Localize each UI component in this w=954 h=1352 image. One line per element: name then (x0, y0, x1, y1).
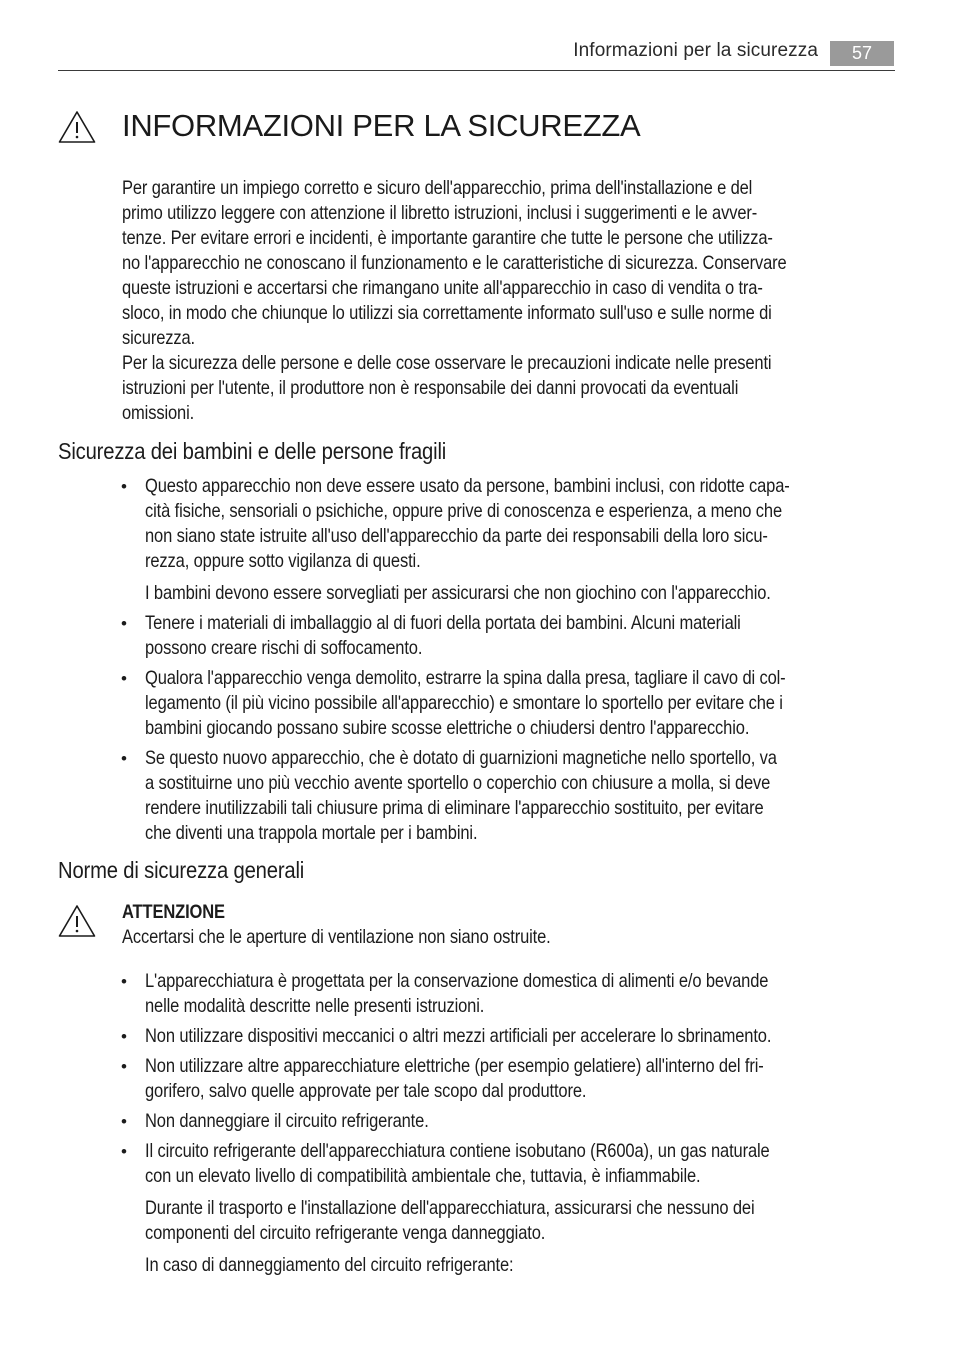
intro-line: Per la sicurezza delle persone e delle cose osservare le precauzioni indicate nelle presenti (122, 353, 772, 374)
warning-triangle-icon (58, 110, 96, 144)
bullet-line: possono creare rischi di soffocamento. (145, 638, 423, 659)
bullet-line: Tenere i materiali di imballaggio al di fuori della portata dei bambini. Alcuni materiali (145, 613, 741, 634)
bullet-line: Qualora l'apparecchio venga demolito, estrarre la spina dalla presa, tagliare il cavo di col- (145, 668, 786, 689)
bullet-marker: • (121, 749, 127, 768)
bullet-note: I bambini devono essere sorvegliati per assicurarsi che non giochino con l'apparecchio. (145, 583, 771, 604)
bullet-line: L'apparecchiatura è progettata per la conservazione domestica di alimenti e/o bevande (145, 971, 769, 992)
section-title-general: Norme di sicurezza generali (58, 857, 305, 883)
bullet-line: non siano state istruite all'uso dell'apparecchio da parte dei responsabili della loro sicu- (145, 526, 768, 547)
bullet-line: Non utilizzare altre apparecchiature elettriche (per esempio gelatiere) all'interno del fri- (145, 1056, 764, 1077)
intro-line: omissioni. (122, 403, 195, 424)
intro-line: tenze. Per evitare errori e incidenti, è importante garantire che tutte le persone che utilizza- (122, 228, 773, 249)
intro-line: sicurezza. (122, 328, 195, 349)
bullet-line: che diventi una trappola mortale per i bambini. (145, 823, 478, 844)
bullet-line: legamento (il più vicino possibile all'apparecchio) e smontare lo sportello per evitare che i (145, 693, 783, 714)
intro-line: Per garantire un impiego corretto e sicuro dell'apparecchio, prima dell'installazione e del (122, 178, 753, 199)
bullet-line: bambini giocando possano subire scosse elettriche o chiudersi dentro l'apparecchio. (145, 718, 750, 739)
bullet-marker: • (121, 1057, 127, 1076)
intro-line: primo utilizzo leggere con attenzione il libretto istruzioni, inclusi i suggerimenti e le avver- (122, 203, 758, 224)
bullet-marker: • (121, 477, 127, 496)
section-title-children: Sicurezza dei bambini e delle persone fragili (58, 438, 447, 464)
bullet-marker: • (121, 669, 127, 688)
bullet-line: gorifero, salvo quelle approvate per tale scopo dal produttore. (145, 1081, 587, 1102)
intro-line: sloco, in modo che chiunque lo utilizzi sia correttamente informato sull'uso e sulle norme di (122, 303, 772, 324)
bullet-note: Durante il trasporto e l'installazione dell'apparecchiatura, assicurarsi che nessuno dei (145, 1198, 755, 1219)
running-header-title: Informazioni per la sicurezza (573, 40, 818, 61)
warning-triangle-icon (58, 904, 96, 938)
intro-line: no l'apparecchio ne conoscano il funzionamento e le caratteristiche di sicurezza. Conservare (122, 253, 787, 274)
bullet-line: a sostituirne uno più vecchio avente sportello o coperchio con chiusure a molla, si deve (145, 773, 771, 794)
bullet-line: Se questo nuovo apparecchio, che è dotato di guarnizioni magnetiche nello sportello, va (145, 748, 777, 769)
bullet-note: In caso di danneggiamento del circuito refrigerante: (145, 1255, 514, 1276)
bullet-line: Non danneggiare il circuito refrigerante. (145, 1111, 429, 1132)
header-divider (58, 70, 895, 71)
bullet-line: cità fisiche, sensoriali o psichiche, oppure prive di conoscenza e esperienza, a meno che (145, 501, 783, 522)
bullet-marker: • (121, 1027, 127, 1046)
bullet-marker: • (121, 972, 127, 991)
bullet-marker: • (121, 1142, 127, 1161)
intro-line: queste istruzioni e accertarsi che rimangano unite all'apparecchio in caso di vendita o tra- (122, 278, 763, 299)
page-title: INFORMAZIONI PER LA SICUREZZA (122, 108, 641, 143)
page-number: 57 (830, 41, 894, 66)
bullet-marker: • (121, 614, 127, 633)
bullet-marker: • (121, 1112, 127, 1131)
intro-line: istruzioni per l'utente, il produttore non è responsabile dei danni provocati da eventuali (122, 378, 739, 399)
bullet-note: componenti del circuito refrigerante venga danneggiato. (145, 1223, 546, 1244)
bullet-line: con un elevato livello di compatibilità ambientale che, tuttavia, è infiammabile. (145, 1166, 701, 1187)
bullet-line: rendere inutilizzabili tali chiusure prima di eliminare l'apparecchio sostituito, per evitare (145, 798, 764, 819)
bullet-line: Questo apparecchio non deve essere usato da persone, bambini inclusi, con ridotte capa- (145, 476, 790, 497)
bullet-line: Non utilizzare dispositivi meccanici o altri mezzi artificiali per accelerare lo sbrinamento. (145, 1026, 772, 1047)
warning-label: ATTENZIONE (122, 902, 225, 923)
warning-text: Accertarsi che le aperture di ventilazione non siano ostruite. (122, 927, 551, 948)
bullet-line: Il circuito refrigerante dell'apparecchiatura contiene isobutano (R600a), un gas naturale (145, 1141, 770, 1162)
bullet-line: nelle modalità descritte nelle presenti istruzioni. (145, 996, 485, 1017)
bullet-line: rezza, oppure sotto vigilanza di questi. (145, 551, 421, 572)
